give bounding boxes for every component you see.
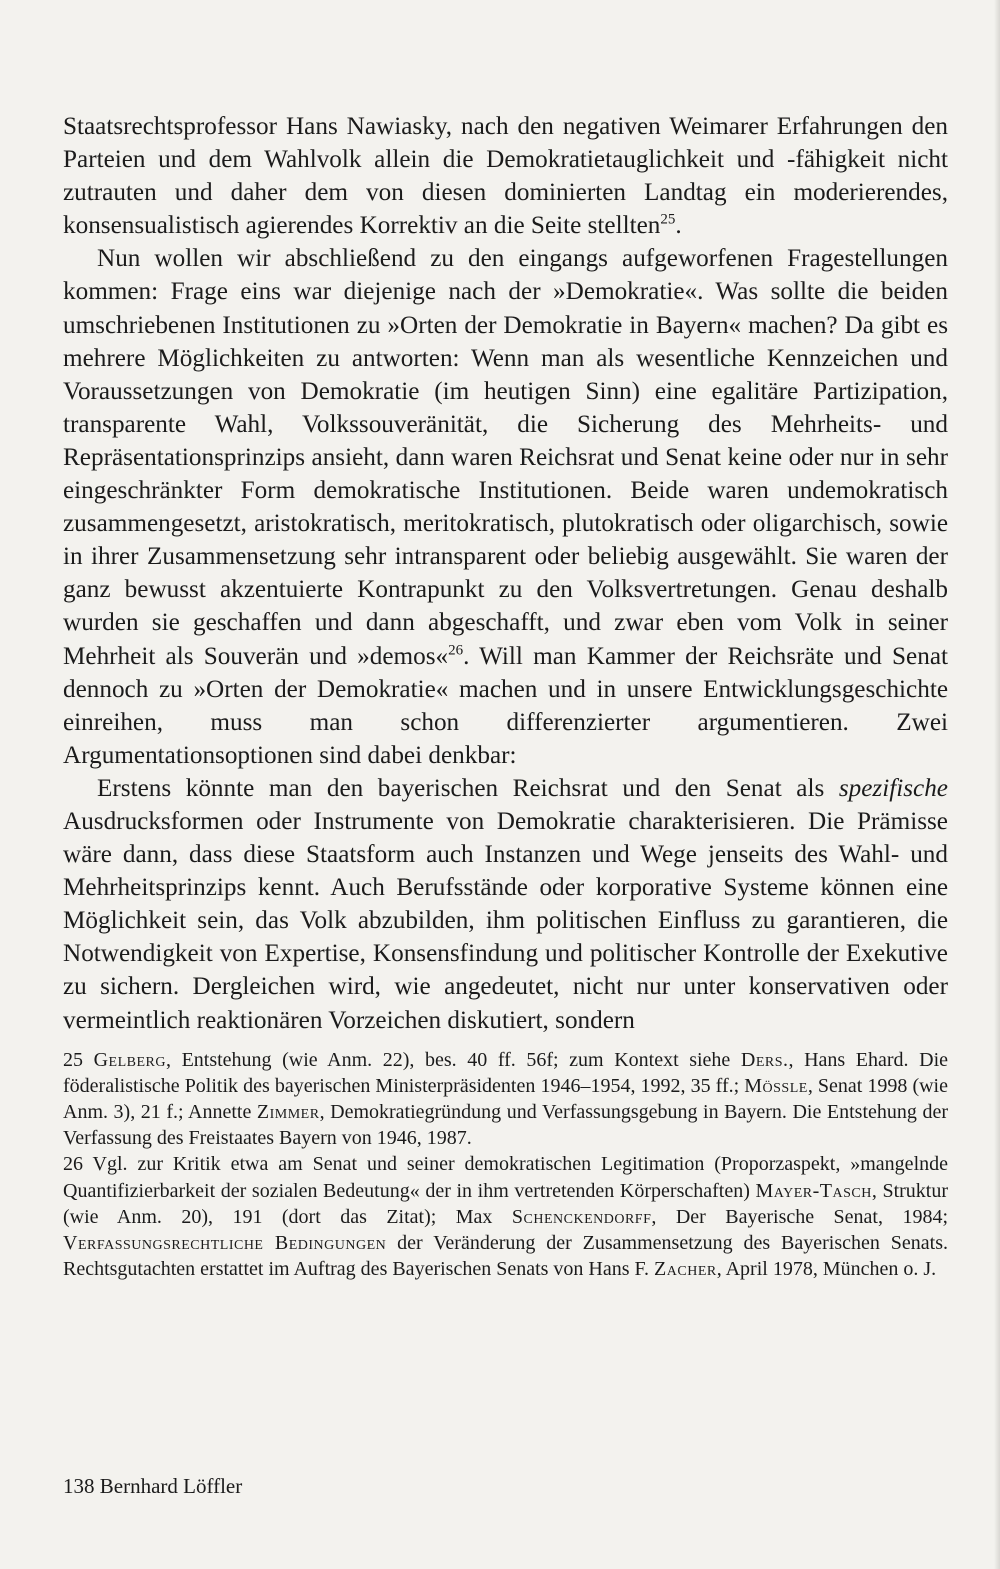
- text-run: Erstens könnte man den bayerischen Reichsrat und den Senat als: [97, 774, 839, 802]
- text-run: , Demokratiegründung und Verfassungsgebung in Bayern. Die Entstehung der Verfassung des Freistaates Bayern von 1946, 1987.: [63, 1101, 948, 1150]
- text-run: Staatsrechtsprofessor Hans Nawiasky, nach den negativen Weimarer Erfahrungen den Parteien und dem Wahlvolk allein die Demokratietauglichkeit und -fähigkeit nicht zutrauten und daher dem von diesen dominierten Landtag ein moderierendes, konsensualistisch agierendes Korrektiv an die Seite stellten: [63, 113, 948, 240]
- page-folio: 138 Bernhard Löffler: [63, 1474, 243, 1498]
- author-name: Ders.: [740, 1048, 789, 1071]
- body-text: [63, 110, 948, 1037]
- author-name: Mayer-Tasch: [755, 1179, 872, 1202]
- author-name: Gelberg: [93, 1048, 166, 1071]
- author-name: Zimmer: [256, 1101, 320, 1124]
- text-run: der Veränderung der Zusammensetzung des Bayerischen Senats. Rechtsgutachten erstattet im Auftrag des Bayerischen Senats von Hans F.: [63, 1232, 948, 1281]
- body-paragraph: [63, 110, 948, 242]
- author-name: Zacher: [654, 1258, 717, 1281]
- author-name: Verfassungsrechtliche Bedingungen: [63, 1232, 387, 1255]
- footnote: [63, 1047, 948, 1152]
- author-name: Schenckendorff: [511, 1205, 652, 1228]
- text-run: 25: [63, 1048, 94, 1071]
- text-run: , Senat 1998 (wie Anm. 3), 21 f.; Annette: [63, 1074, 948, 1124]
- body-paragraph: [63, 772, 948, 1037]
- author-name: Mössle: [744, 1074, 808, 1097]
- body-paragraph: [63, 242, 948, 772]
- text-run: , Der Bayerische Senat, 1984;: [651, 1205, 948, 1228]
- footnote: [63, 1151, 948, 1282]
- text-run: , Struktur (wie Anm. 20), 191 (dort das Zitat); Max: [63, 1179, 948, 1228]
- text-run: Ausdrucksformen oder Instrumente von Demokratie charakterisieren. Die Prämisse wäre dann, dass diese Staatsform auch Instanzen und Wege jenseits des Wahl- und Mehrheitsprinzips kennt. Auch Berufsstände oder korporative Systeme können eine Möglichkeit sein, das Volk abzubilden, ihm politischen Einfluss zu garantieren, die Notwendigkeit von Expertise, Konsensfindung und politischer Kontrolle der Exekutive zu sichern. Dergleichen wird, wie angedeutet, nicht nur unter konservativen oder vermeintlich reaktionären Vorzeichen diskutiert, sondern: [63, 807, 948, 1034]
- footnote-ref: 26: [448, 642, 464, 659]
- text-run: .: [675, 212, 682, 240]
- text-run: , Entstehung (wie Anm. 22), bes. 40 ff. 56f; zum Kontext siehe: [165, 1048, 741, 1071]
- text-run: . Will man Kammer der Reichsräte und Senat dennoch zu »Orten der Demokratie« machen und in unsere Entwicklungsgeschichte einreihen, muss man schon differenzierter argumentieren. Zwei Argumentationsoptionen sind dabei denkbar:: [63, 642, 948, 769]
- text-run: Nun wollen wir abschließend zu den eingangs aufgeworfenen Fragestellungen kommen: Frage eins war diejenige nach der »Demokratie«. Was sollte die beiden umschriebenen Institutionen zu »Orten der Demokratie in Bayern« machen? Da gibt es mehrere Möglichkeiten zu antworten: Wenn man als wesentliche Kennzeichen und Voraussetzungen von Demokratie (im heutigen Sinn) eine egalitäre Partizipation, transparente Wahl, Volkssouveränität, die Sicherung des Mehrheits- und Repräsentationsprinzips ansieht, dann waren Reichsrat und Senat keine oder nur in sehr eingeschränkter Form demokratische Institutionen. Beide waren undemokratisch zusammengesetzt, aristokratisch, meritokratisch, plutokratisch oder oligarchisch, sowie in ihrer Zusammensetzung sehr intransparent oder beliebig ausgewählt. Sie waren der ganz bewusst akzentuierte Kontrapunkt zu den Volksvertretungen. Genau deshalb wurden sie geschaffen und dann abgeschafft, und zwar eben vom Volk in seiner Mehrheit als Souverän und »demos«: [63, 245, 948, 670]
- emphasis-text: spezifische: [838, 774, 948, 802]
- footnotes: [63, 1047, 948, 1283]
- text-run: , April 1978, München o. J.: [716, 1258, 937, 1281]
- text-block: [63, 110, 948, 1282]
- text-run: 26 Vgl. zur Kritik etwa am Senat und seiner demokratischen Legitimation (Proporzaspekt, »mangelnde Quantifizierbarkeit der sozialen Bedeutung« der in ihm vertretenden Körperschaften): [63, 1153, 948, 1202]
- text-run: , Hans Ehard. Die föderalistische Politik des bayerischen Ministerpräsidenten 1946–1954, 1992, 35 ff.;: [63, 1048, 949, 1097]
- footnote-ref: 25: [660, 211, 676, 228]
- page-edge-shadow: [994, 0, 1000, 1569]
